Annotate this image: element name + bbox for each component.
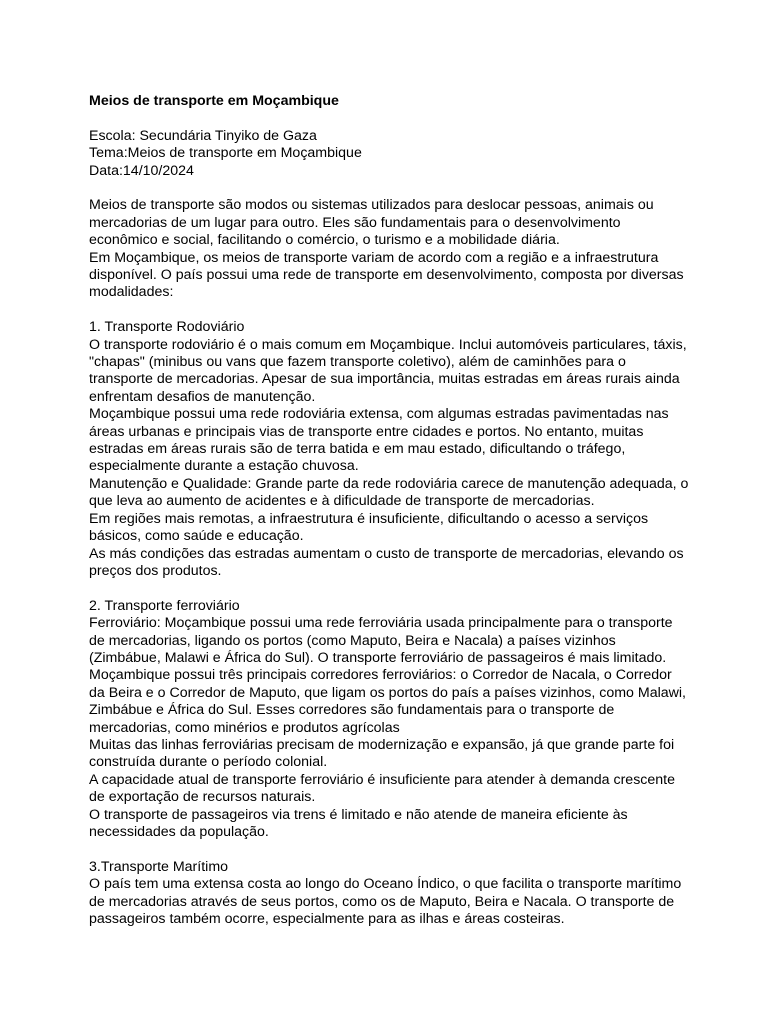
road-paragraph: Manutenção e Qualidade: Grande parte da rede rodoviária carece de manutenção adequada, o que leva ao aumento de acidentes e à dificuldade de transporte de mercadorias.: [89, 475, 689, 510]
school-line: Escola: Secundária Tinyiko de Gaza: [89, 127, 317, 144]
topic-line: Tema:Meios de transporte em Moçambique: [89, 145, 362, 162]
maritime-paragraph: O país tem uma extensa costa ao longo do Oceano Índico, o que facilita o transporte marítimo de mercadorias através de seus portos, como os de Maputo, Beira e Nacala. O transporte de passageiros também ocorre, especialmente para as ilhas e áreas costeiras.: [89, 876, 682, 928]
spacer: [89, 180, 689, 197]
rail-paragraph: Ferroviário: Moçambique possui uma rede ferroviária usada principalmente para o transporte de mercadorias, ligando os portos (como Maputo, Beira e Nacala) a países vizinhos (Zimbábue, Malawi e África do Sul). O transporte ferroviário de passageiros é mais limitado.: [89, 615, 673, 666]
spacer: [89, 110, 689, 127]
intro-paragraph: Meios de transporte são modos ou sistemas utilizados para deslocar pessoas, animais ou mercadorias de um lugar para outro. Eles são fundamentais para o desenvolvimento econômico e social, facilitando o comércio, o turismo e a mobilidade diária.: [89, 197, 654, 249]
road-paragraph: Moçambique possui uma rede rodoviária extensa, com algumas estradas pavimentadas nas áreas urbanas e principais vias de transporte entre cidades e portos. No entanto, muitas estradas em áreas rurais são de terra batida e em mau estado, dificultando o tráfego, especialmente durante a estação chuvosa.: [89, 406, 669, 475]
road-paragraph: As más condições das estradas aumentam o custo de transporte de mercadorias, elevando os preços dos produtos.: [89, 545, 684, 579]
spacer: [89, 302, 689, 319]
section-heading-road: 1. Transporte Rodoviário: [89, 319, 245, 336]
document-title: Meios de transporte em Moçambique: [89, 93, 339, 109]
road-paragraph: O transporte rodoviário é o mais comum em Moçambique. Inclui automóveis particulares, táxis, "chapas" (minibus ou vans que fazem transporte coletivo), além de caminhões para o transporte de mercadorias. Apesar de sua importância, muitas estradas em áreas rurais ainda enfrentam desafios de manutenção.: [89, 336, 687, 405]
rail-paragraph: Muitas das linhas ferroviárias precisam de modernização e expansão, já que grande parte foi construída durante o período colonial.: [89, 736, 675, 771]
document-body: [89, 93, 689, 928]
rail-paragraph: Moçambique possui três principais corredores ferroviários: o Corredor de Nacala, o Corredor da Beira e o Corredor de Maputo, que ligam os portos do país a países vizinhos, como Malawi, Zimbábue e África do Sul. Esses corredores são fundamentais para o transporte de mercadorias, como minérios e produtos agrícolas: [89, 667, 686, 736]
section-heading-maritime: 3.Transporte Marítimo: [89, 858, 229, 875]
road-paragraph: Em regiões mais remotas, a infraestrutura é insuficiente, dificultando o acesso a serviços básicos, como saúde e educação.: [89, 510, 649, 545]
spacer: [89, 841, 689, 858]
intro-paragraph: Em Moçambique, os meios de transporte variam de acordo com a região e a infraestrutura disponível. O país possui uma rede de transporte em desenvolvimento, composta por diversas modalidades:: [89, 249, 684, 301]
section-heading-rail: 2. Transporte ferroviário: [89, 597, 240, 614]
rail-paragraph: O transporte de passageiros via trens é limitado e não atende de maneira eficiente às necessidades da população.: [89, 806, 628, 840]
rail-paragraph: A capacidade atual de transporte ferroviário é insuficiente para atender à demanda crescente de exportação de recursos naturais.: [89, 771, 675, 806]
date-line: Data:14/10/2024: [89, 162, 194, 179]
spacer: [89, 580, 689, 597]
